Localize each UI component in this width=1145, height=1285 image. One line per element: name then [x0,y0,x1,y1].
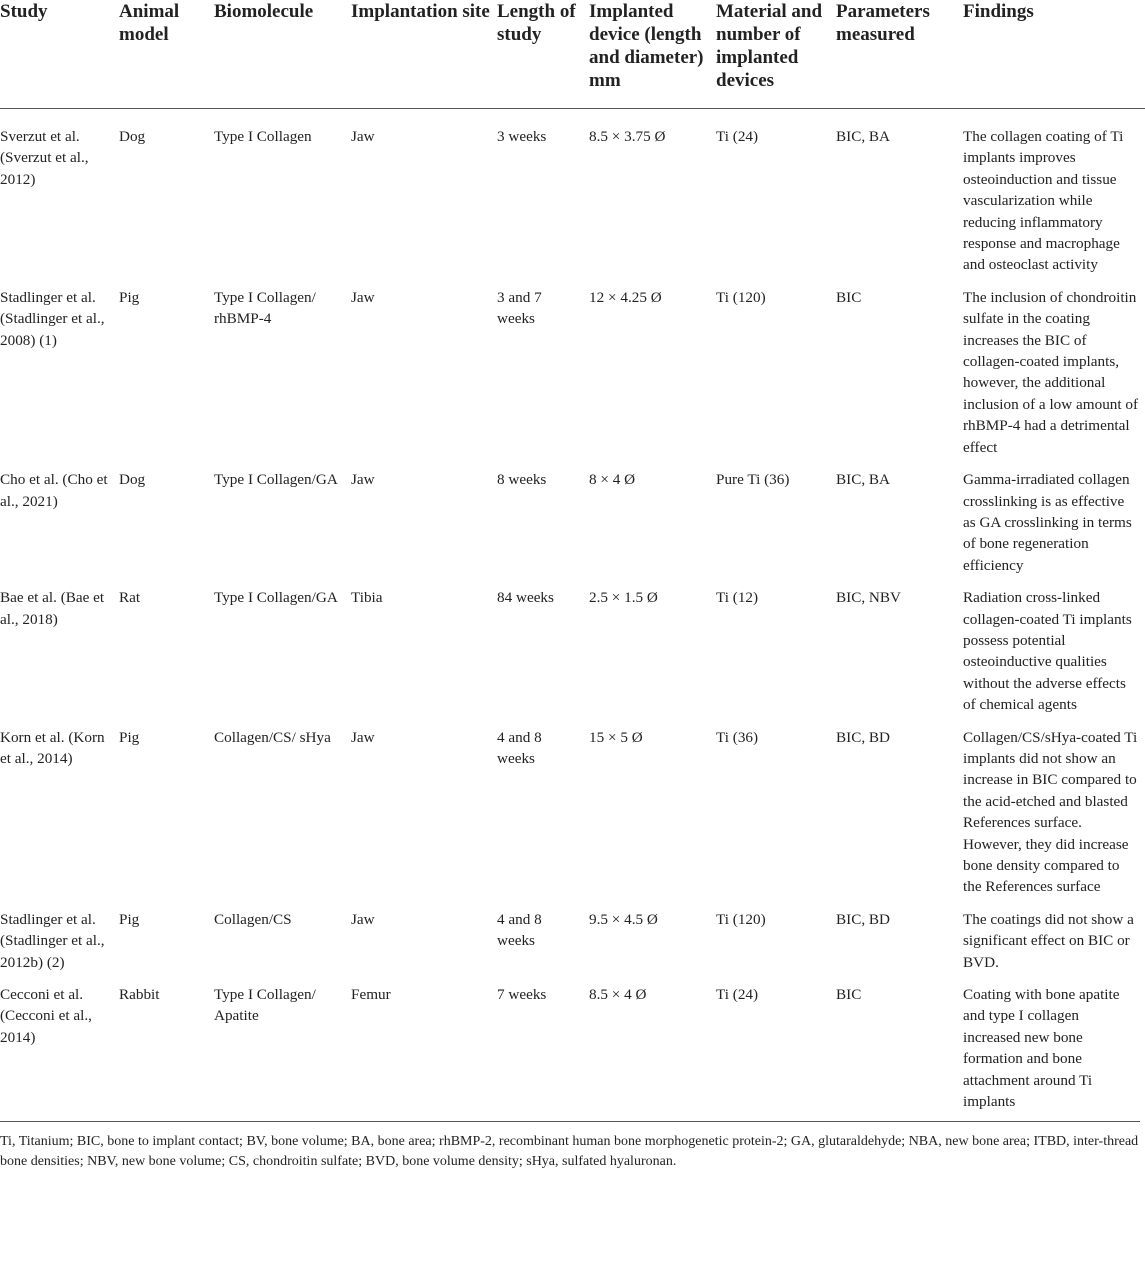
cell-length-of-study: 4 and 8 weeks [497,910,542,950]
cell-animal-model: Dog [119,128,146,145]
col-header-biomolecule: Biomolecule [214,0,351,109]
table-row [0,909,1145,984]
cell-material: Pure Ti (36) [716,471,790,489]
table-footnote: Ti, Titanium; BIC, bone to implant contact; BV, bone volume; BA, bone area; rhBMP-2, recombinant human bone morphogenetic protein-2; GA, glutaraldehyde; NBA, new bone area; ITBD, inter-thread bone densities; NBV, new bone volume; CS, chondroitin sulfate; BVD, bone volume density; sHya, sulfated hyaluronan. [0,1121,1140,1172]
cell-biomolecule: Collagen/CS/ sHya [214,728,331,746]
cell-parameters: BIC, BD [836,910,891,928]
cell-study: Korn et al. (Korn et al., 2014) [0,728,105,767]
cell-findings: The coatings did not show a significant effect on BIC or BVD. [963,910,1134,971]
col-header-material: Material and number of implanted devices [716,0,836,109]
cell-study: Cecconi et al. (Cecconi et al., 2014) [0,986,92,1046]
cell-implantation-site: Tibia [351,589,383,607]
col-header-animal-model: Animal model [119,0,214,109]
cell-implantation-site: Jaw [351,910,375,928]
cell-implantation-site: Jaw [351,288,375,306]
cell-animal-model: Rat [119,589,141,607]
cell-animal-model: Dog [119,471,146,489]
table-row [0,727,1145,909]
cell-parameters: BIC [836,986,862,1004]
cell-implanted-device: 9.5 × 4.5 Ø [589,910,658,928]
cell-implanted-device: 12 × 4.25 Ø [589,288,662,306]
cell-length-of-study: 3 weeks [497,128,547,145]
cell-parameters: BIC [836,288,862,306]
cell-material: Ti (36) [716,728,759,746]
col-header-parameters: Parameters measured [836,0,963,109]
cell-study: Sverzut et al. (Sverzut et al., 2012) [0,128,89,188]
cell-study: Cho et al. (Cho et al., 2021) [0,471,108,510]
cell-length-of-study: 4 and 8 weeks [497,728,542,767]
cell-implanted-device: 8.5 × 4 Ø [589,986,647,1004]
cell-biomolecule: Type I Collagen [214,128,312,145]
cell-material: Ti (24) [716,128,759,145]
cell-findings: Collagen/CS/sHya-coated Ti implants did not show an increase in BIC compared to the acid-etched and blasted References surface. However, they did increase bone density compared to the References surface [963,728,1138,896]
col-header-implantation-site: Implantation site [351,0,497,109]
cell-findings: Gamma-irradiated collagen crosslinking is as effective as GA crosslinking in terms of bone regeneration efficiency [963,471,1132,574]
cell-parameters: BIC, BA [836,471,891,489]
cell-material: Ti (120) [716,288,766,306]
cell-length-of-study: 7 weeks [497,986,547,1004]
col-header-study: Study [0,0,119,109]
cell-parameters: BIC, BD [836,728,891,746]
cell-implantation-site: Jaw [351,728,375,746]
col-header-findings: Findings [963,0,1145,109]
cell-biomolecule: Type I Collagen/ rhBMP-4 [214,288,316,328]
cell-biomolecule: Type I Collagen/GA [214,589,338,607]
cell-implantation-site: Jaw [351,128,375,145]
cell-implanted-device: 15 × 5 Ø [589,728,643,746]
cell-length-of-study: 8 weeks [497,471,547,489]
cell-animal-model: Pig [119,910,140,928]
cell-findings: The collagen coating of Ti implants improves osteoinduction and tissue vascularization while reducing inflammatory response and macrophage and osteoclast activity [963,128,1124,274]
cell-implanted-device: 8.5 × 3.75 Ø [589,128,666,145]
cell-implanted-device: 2.5 × 1.5 Ø [589,589,658,607]
cell-animal-model: Pig [119,288,140,306]
header-row [0,0,1145,109]
cell-implantation-site: Jaw [351,471,375,489]
cell-animal-model: Rabbit [119,986,160,1004]
cell-material: Ti (120) [716,910,766,928]
cell-study: Stadlinger et al. (Stadlinger et al., 2012b) (2) [0,910,105,971]
cell-findings: Coating with bone apatite and type I collagen increased new bone formation and bone attachment around Ti implants [963,986,1120,1111]
cell-biomolecule: Type I Collagen/GA [214,471,338,489]
table-row [0,984,1145,1121]
col-header-implanted-device: Implanted device (length and diameter) mm [589,0,716,109]
table-row [0,109,1145,287]
cell-parameters: BIC, NBV [836,589,901,607]
cell-findings: Radiation cross-linked collagen-coated Ti implants possess potential osteoinductive qualities without the adverse effects of chemical agents [963,589,1132,714]
cell-length-of-study: 3 and 7 weeks [497,288,542,328]
table-row [0,287,1145,469]
cell-implanted-device: 8 × 4 Ø [589,471,636,489]
cell-material: Ti (12) [716,589,759,607]
cell-findings: The inclusion of chondroitin sulfate in the coating increases the BIC of collagen-coated implants, however, the additional inclusion of a low amount of rhBMP-4 had a detrimental effect [963,288,1139,456]
cell-biomolecule: Type I Collagen/ Apatite [214,986,316,1025]
col-header-length-of-study: Length of study [497,0,589,109]
cell-parameters: BIC, BA [836,128,891,145]
table-row [0,587,1145,726]
cell-biomolecule: Collagen/CS [214,910,292,928]
cell-study: Stadlinger et al. (Stadlinger et al., 2008) (1) [0,288,105,349]
table-row [0,469,1145,587]
cell-length-of-study: 84 weeks [497,589,554,607]
cell-study: Bae et al. (Bae et al., 2018) [0,589,105,628]
cell-material: Ti (24) [716,986,759,1004]
cell-implantation-site: Femur [351,986,391,1004]
cell-animal-model: Pig [119,728,140,746]
